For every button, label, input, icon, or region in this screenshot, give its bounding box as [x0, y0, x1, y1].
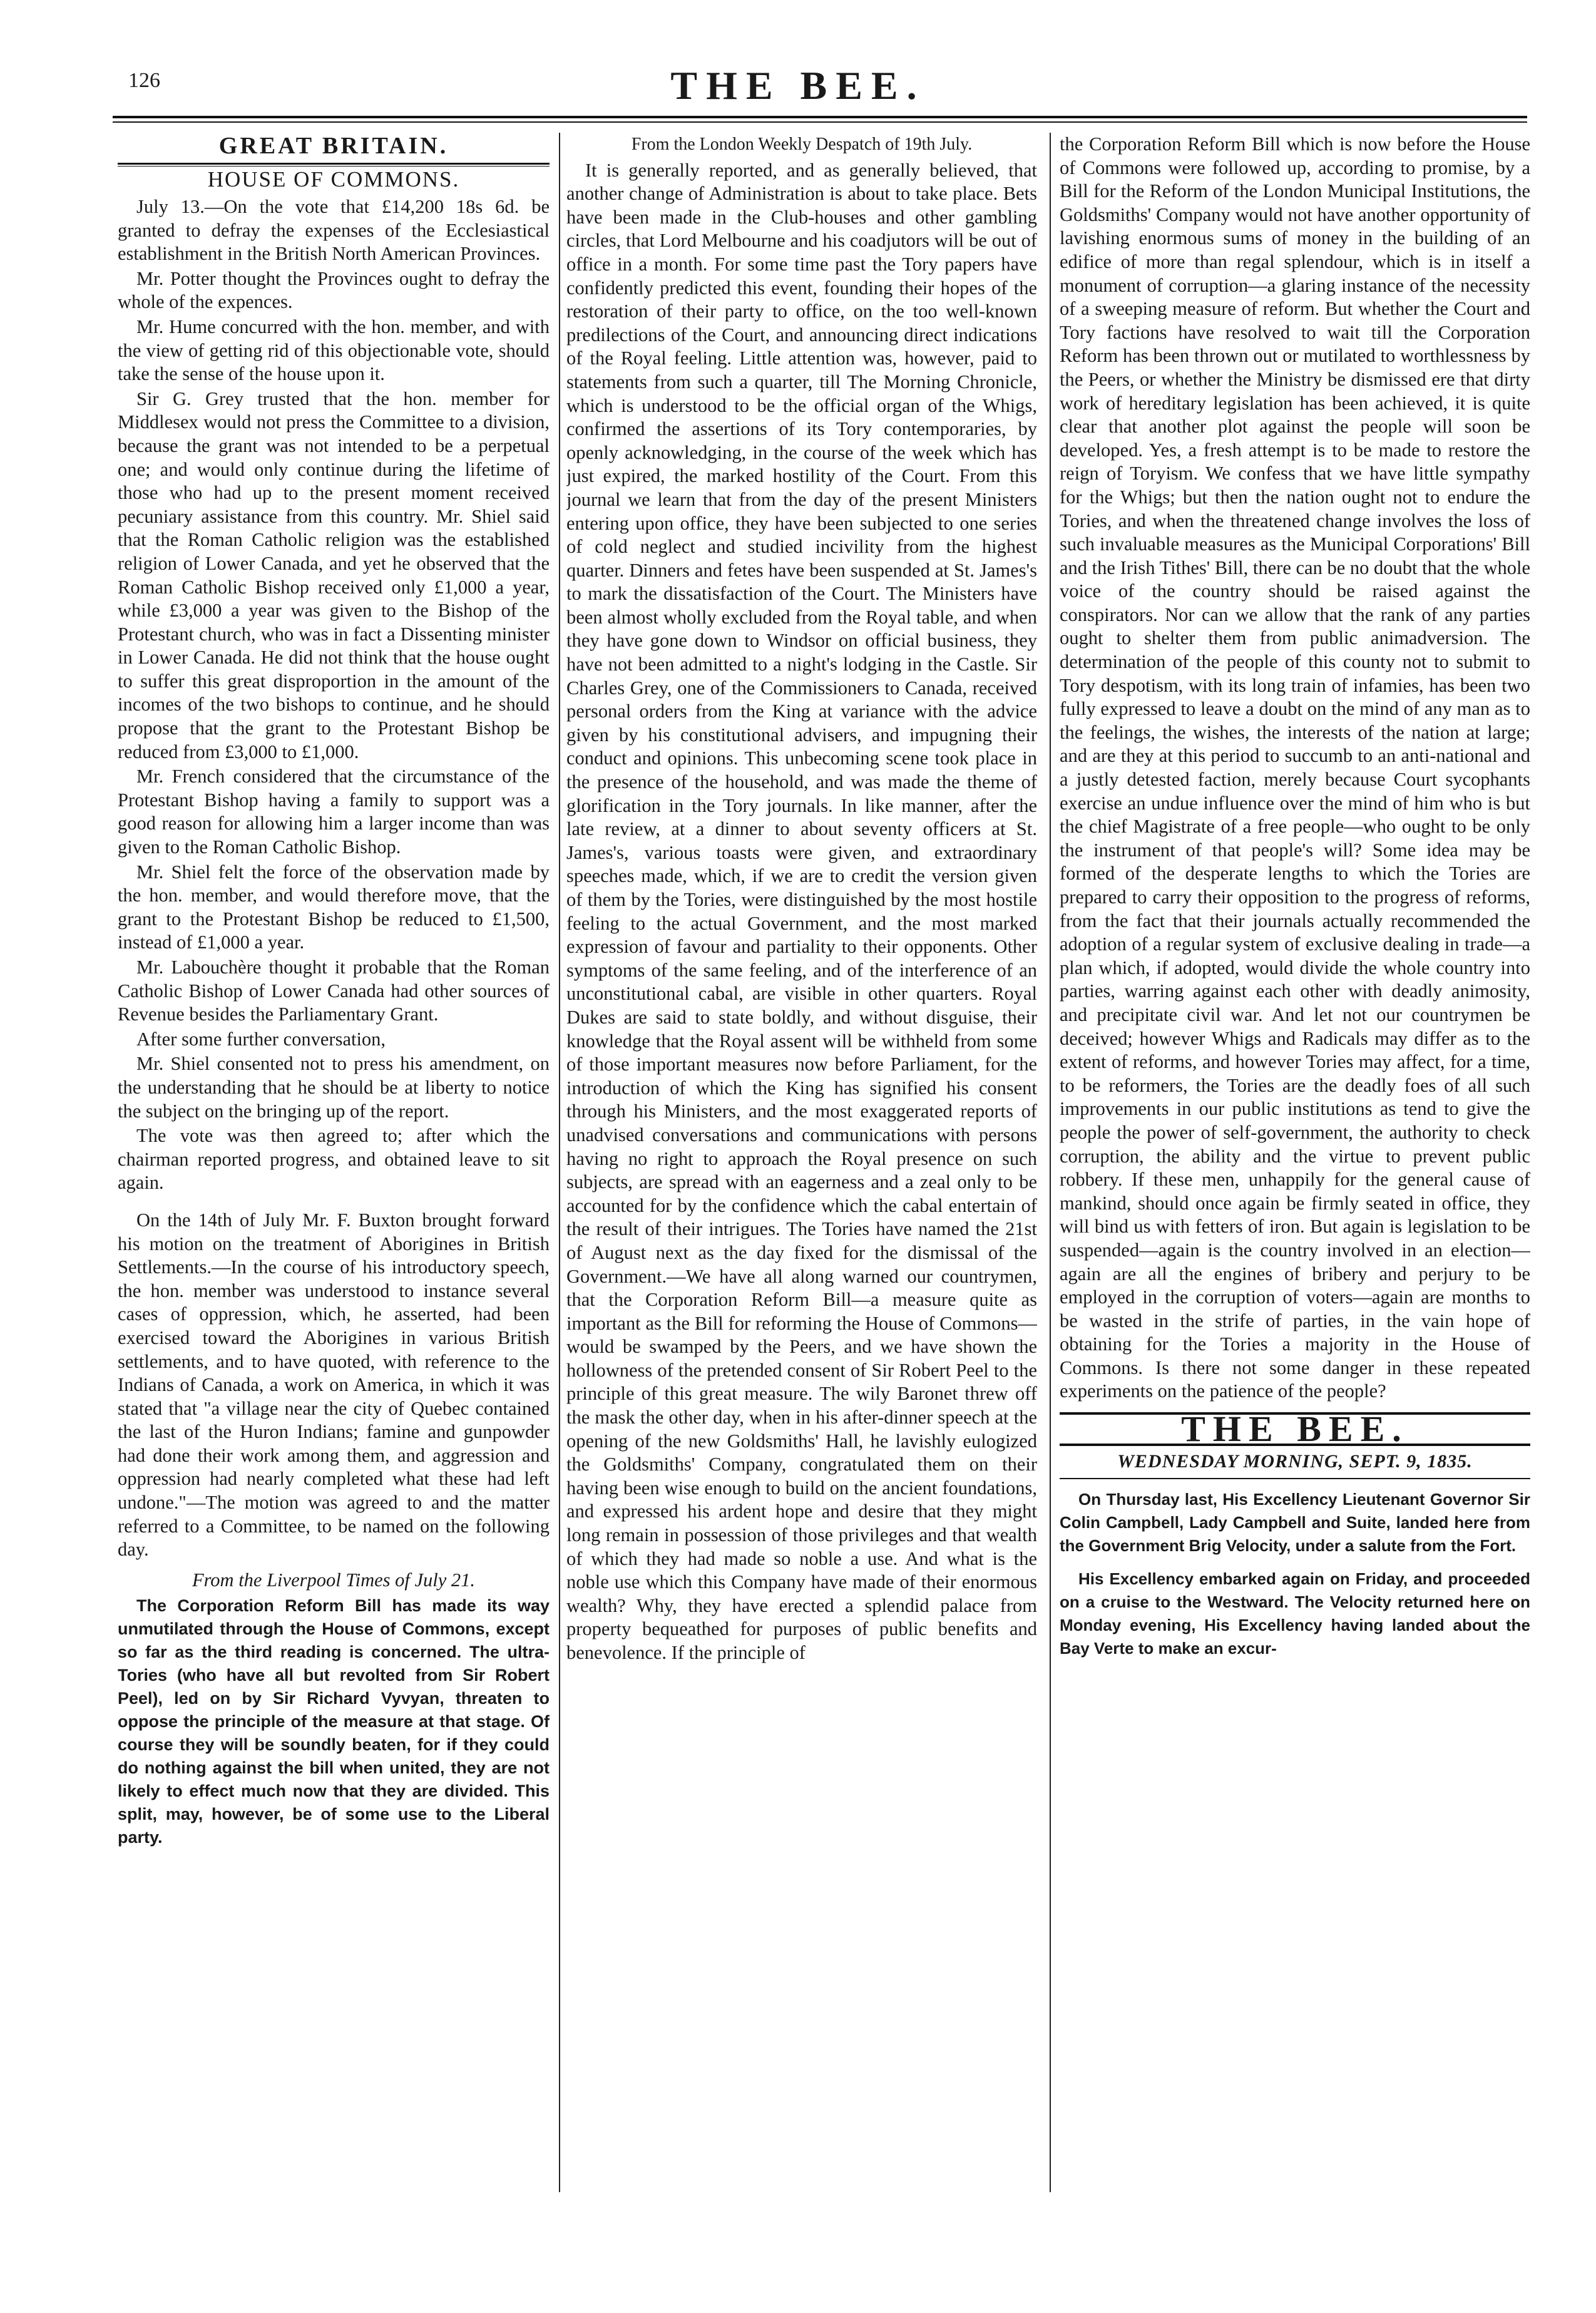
article-paragraph: After some further conversation,	[136, 1028, 386, 1050]
article-paragraph: the Corporation Reform Bill which is now before the House of Commons were followed up, according to promise, by a Bill for the Reform of the London Municipal Institutions, the Goldsmiths' Company would not have another opportunity of lavishing enormous sums of money in the building of an edifice of more than regal splendour, which is in itself a monument of corruption—a glaring instance of the necessity of a sweeping measure of reform. But whether the Court and Tory factions have resolved to wait till the Corporation Reform has been thrown out or mutilated to worthlessness by the Peers, or whether the Ministry be dismissed ere that dirty work of hereditary legislation has been achieved, it is quite clear that another plot against the people will soon be developed. Yes, a fresh attempt is to be made to restore the reign of Toryism. We confess that we have little sympathy for the Whigs; but then the nation ought not to endure the Tories, and when the threatened change involves the loss of such invaluable measures as the Municipal Corporations' Bill and the Irish Tithes' Bill, there can be no doubt that the whole voice of the country should be raised against the conspirators. Nor can we allow that the rank of any parties ought to shelter them from public animadversion. The determination of the people of this county not to submit to Tory despotism, with its long train of infamies, has been two fully expressed to leave a doubt on the mind of any man as to the feelings, the wishes, the interests of the nation at large; and are they at this period to succumb to an anti-national and a justly detested faction, merely because Court sycophants exercise an undue influence over the mind of him who is but the chief Magistrate of a free people—who ought to be only the instrument of that people's will? Some idea may be formed of the desperate lengths to which the Tories are prepared to carry their opposition to the progress of reforms, from the fact that their journals actually recommended the adoption of a regular system of exclusive dealing in trade—a plan which, if adopted, would divide the whole country into parties, warring against each other with deadly animosity, and precipitate civil war. And let not our countrymen be deceived; however Whigs and Radicals may differ as to the extent of reforms, and however Tories may affect, for a time, to be reformers, the Tories are the deadly foes of all such improvements in our public institutions as tend to give the people the power of self-government, the authority to check corruption, the ability and the virtue to prevent public robbery. If these men, unhappily for the general cause of mankind, should once again be firmly seated in office, they will bind us with fetters of iron. But again is legislation to be suspended—again is the country involved in an election—again are all the engines of bribery and perjury to be employed in the corruption of voters—again are months to be wasted in the strife of parties, in the vain hope of obtaining for the Tories a majority in the House of Commons. Is there not some danger in these repeated experiments on the patience of the people?	[1060, 133, 1530, 1402]
bee-heading: THE BEE.	[1060, 1412, 1530, 1446]
article-paragraph: On the 14th of July Mr. F. Buxton brought forward his motion on the treatment of Aborigines in British Settlements.—In the course of his introductory speech, the hon. member was understood to instance several cases of oppression, which, he asserted, had been exercised toward the Aborigines in various British settlements, and to have quoted, with reference to the Indians of Canada, a work on America, in which it was stated that "a village near the city of Quebec contained the last of the Huron Indians; famine and gunpowder had done their work among them, and aggression and oppression had nearly completed what these had left undone."—The motion was agreed to and the matter referred to a Committee, to be named on the following day.	[118, 1209, 550, 1561]
article-paragraph: On Thursday last, His Excellency Lieutenant Governor Sir Colin Campbell, Lady Campbell and Suite, landed here from the Government Brig Velocity, under a salute from the Fort.	[1060, 1490, 1530, 1556]
article-paragraph: July 13.—On the vote that £14,200 18s 6d. be granted to defray the expenses of the Ecclesiastical establishment in the British North American Provinces.	[118, 196, 550, 265]
column-2	[566, 133, 1037, 2236]
article-paragraph: Mr. Shiel felt the force of the observation made by the hon. member, and would therefore move, that the grant to the Protestant Bishop be reduced to £1,500, instead of £1,000 a year.	[118, 861, 550, 953]
article-paragraph: His Excellency embarked again on Friday, and proceeded on a cruise to the Westward. The Velocity returned here on Monday evening, His Excellency having landed about the Bay Verte to make an excur-	[1060, 1569, 1530, 1658]
column-divider	[1050, 133, 1051, 2192]
article-paragraph: The vote was then agreed to; after which the chairman reported progress, and obtained leave to sit again.	[118, 1125, 550, 1194]
article-paragraph: It is generally reported, and as generally believed, that another change of Administration is about to take place. Bets have been made in the Club-houses and other gambling circles, that Lord Melbourne and his coadjutors will be out of office in a month. For some time past the Tory papers have confidently predicted this event, founding their hopes of the restoration of their party to office, on the too well-known predilections of the Court, and announcing direct indications of the Royal feeling. Little attention was, however, paid to statements from such a quarter, till The Morning Chronicle, which is understood to be the official organ of the Whigs, confirmed the assertions of its Tory contemporaries, by openly acknowledging, in the course of the week which has just expired, the marked hostility of the Court. From this journal we learn that from the day of the present Ministers entering upon office, they have been subjected to one series of cold neglect and studied incivility from the highest quarter. Dinners and fetes have been suspended at St. James's to mark the dissatisfaction of the Court. The Ministers have been almost wholly excluded from the Royal table, and when they have gone down to Windsor on official business, they have not been admitted to a night's lodging in the Castle. Sir Charles Grey, one of the Commissioners to Canada, received personal orders from the King at variance with the advice given by his constitutional advisers, and impugning their conduct and opinions. This unbecoming scene took place in the presence of the household, and was made the theme of glorification in the Tory journals. In like manner, after the late review, at a dinner to about seventy officers at St. James's, various toasts were given, and extraordinary speeches made, which, if we are to credit the version given of them by the Tories, were distinguished by the most hostile feeling to the actual Government, and the most marked expression of favour and partiality to their opponents. Other symptoms of the same feeling, and of the interference of an unconstitutional cabal, are visible in other quarters. Royal Dukes are said to state boldly, and without disguise, their knowledge that the Royal assent will be withheld from some of those important measures now before Parliament, for the introduction of which the King has signified his consent through his Ministers, and the most exaggerated reports of unadvised conversations and communications with persons having no right to approach the Royal presence on such subjects, are spread with an eagerness and a zeal only to be accounted for by the confidence which the cabal entertain of the result of their intrigues. The Tories have named the 21st of August next as the day fixed for the dismissal of the Government.—We have all along warned our countrymen, that the Corporation Reform Bill—a measure quite as important as the Bill for reforming the House of Commons—would be swamped by the Peers, and we have shown the hollowness of the pretended consent of Sir Robert Peel to the principle of this great measure. The wily Baronet threw off the mask the other day, when in his after-dinner speech at the opening of the new Goldsmiths' Hall, he lavishly eulogized the Goldsmiths' Company, congratulated them on their having been wise enough to build on the ancient foundations, and expressed his ardent hope and desire that they might long remain in possession of those privileges and that wealth of which they had made so noble a use. And what is the noble use which this Company have made of their enormous wealth? Why, they have erected a splendid palace from property bequeathed for purposes of public benefits and benevolence. If the principle of	[566, 159, 1037, 1663]
commons-report	[118, 195, 550, 1195]
article-paragraph: Sir G. Grey trusted that the hon. member for Middlesex would not press the Committee to a division, because the grant was not intended to be a perpetual one; and would only continue during the lifetime of those who had up to the present moment received pecuniary assistance from this country. Mr. Shiel said that the Roman Catholic religion was the established religion of Lower Canada, and yet he observed that the Roman Catholic Bishop received only £1,000 a year, while £3,000 a year was given to the Bishop of the Protestant church, who was in fact a Dissenting minister in Lower Canada. He did not think that the house ought to suffer this great disproportion in the amount of the incomes of the two bishops to continue, and he should propose that the grant to the Protestant Bishop be reduced from £3,000 to £1,000.	[118, 387, 550, 762]
article-paragraph: Mr. Labouchère thought it probable that the Roman Catholic Bishop of Lower Canada had other sources of Revenue besides the Parliamentary Grant.	[118, 956, 550, 1025]
source-heading: From the London Weekly Despatch of 19th July.	[631, 135, 973, 154]
section-subheading: HOUSE OF COMMONS.	[118, 166, 550, 193]
despatch-article-continued	[1060, 133, 1530, 1403]
dateline: WEDNESDAY MORNING, SEPT. 9, 1835.	[1060, 1446, 1530, 1480]
column-divider	[559, 133, 560, 2192]
masthead-rule	[113, 116, 1527, 118]
masthead: THE BEE.	[670, 63, 926, 108]
local-notices	[1060, 1488, 1530, 1660]
aborigines-report	[118, 1209, 550, 1562]
column-1	[118, 133, 550, 2236]
source-heading: From the Liverpool Times of July 21.	[192, 1569, 476, 1591]
page-number: 126	[128, 69, 160, 92]
article-paragraph: Mr. Hume concurred with the hon. member, and with the view of getting rid of this objectionable vote, should take the sense of the house upon it.	[118, 315, 550, 385]
masthead-rule-thin	[113, 121, 1527, 123]
despatch-article	[566, 159, 1037, 1665]
column-3	[1060, 133, 1530, 2236]
article-paragraph: The Corporation Reform Bill has made its way unmutilated through the House of Commons, except so far as the third reading is concerned. The ultra-Tories (who have all but revolted from Sir Robert Peel), led on by Sir Richard Vyvyan, threaten to oppose the principle of the measure at that stage. Of course they will be soundly beaten, for if they could do nothing against the bill when united, they are not likely to effect much now that they are divided. This split, may, however, be of some use to the Liberal party.	[118, 1596, 550, 1847]
article-paragraph: Mr. French considered that the circumstance of the Protestant Bishop having a family to support was a good reason for allowing him a larger income than was given to the Roman Catholic Bishop.	[118, 766, 550, 858]
article-paragraph: Mr. Potter thought the Provinces ought to defray the whole of the expences.	[118, 267, 550, 313]
section-heading: GREAT BRITAIN.	[118, 133, 550, 165]
article-paragraph: Mr. Shiel consented not to press his amendment, on the understanding that he should be at liberty to notice the subject on the bringing up of the report.	[118, 1053, 550, 1122]
